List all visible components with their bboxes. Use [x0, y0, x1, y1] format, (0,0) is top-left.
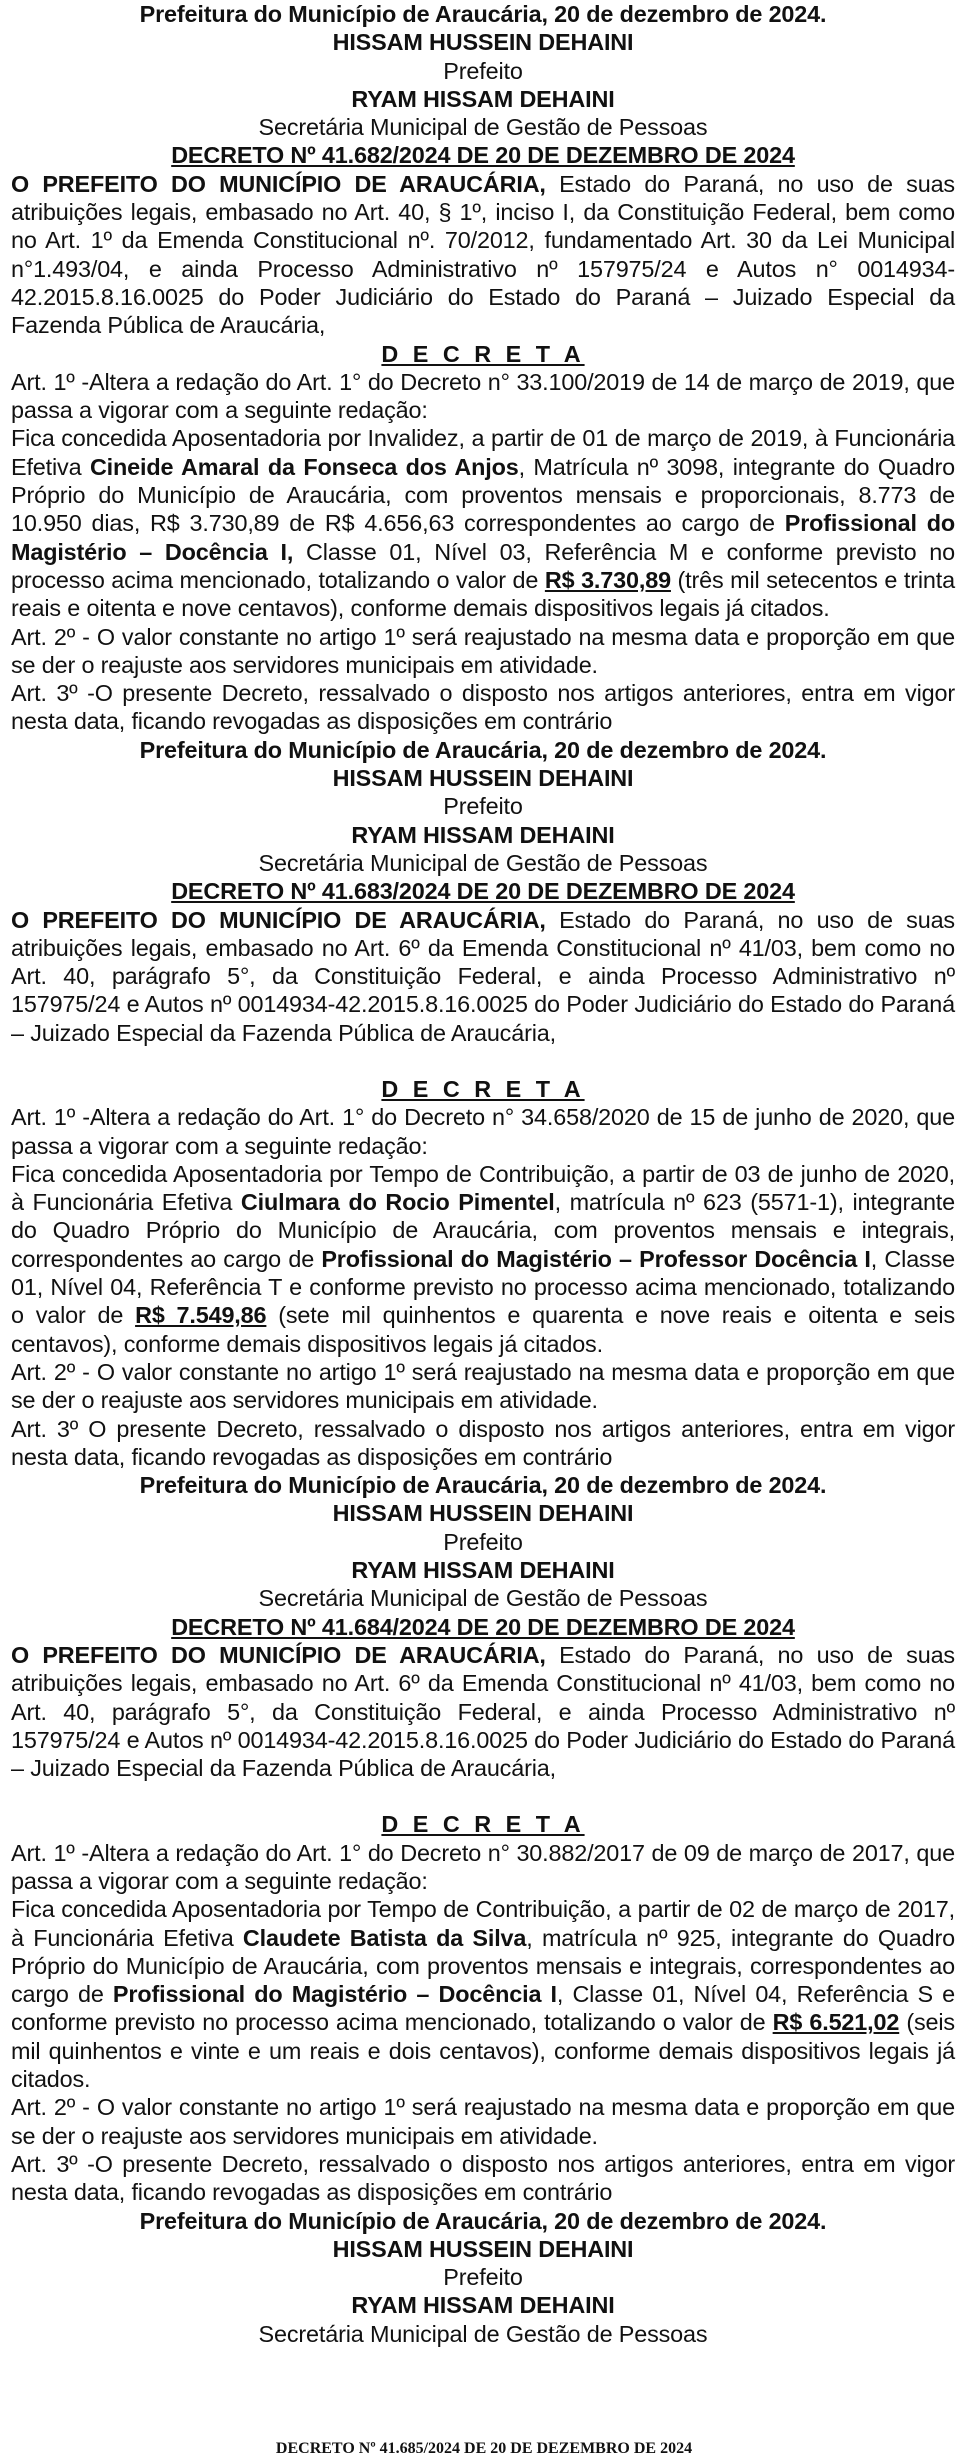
preamble-text: Estado do Paraná, no uso de suas atribuições legais, embasado no Art. 40, § 1º, inciso I, da Constituição Federal, bem como no Art. 1º da Emenda Constitucional nº. 70/2012, fundamentado Art. 30 da Lei Municipal n°1.493/04, e ainda Processo Administrativo nº 157975/24 e Autos n° 0014934-42.2015.8.16.0025 do Poder Judiciário do Estado do Paraná – Juizado Especial da Fazenda Pública de Araucária,	[11, 170, 955, 339]
body-text: , matrícula nº 925, integrante do Quadro Próprio do Município de Araucária, com proventos mensais e integrais, correspondentes ao cargo de	[11, 1924, 956, 2008]
decree-title: DECRETO Nº 41.684/2024 DE 20 DE DEZEMBRO DE 2024	[171, 1613, 795, 1640]
preamble	[11, 170, 955, 340]
employee-name: Ciulmara do Rocio Pimentel	[240, 1189, 555, 1216]
body-text: , matrícula nº 623 (5571-1), integrante do Quadro Próprio do Município de Araucária, com proventos mensais e integrais, correspondentes ao cargo de	[11, 1189, 956, 1272]
mayor-title: Prefeito	[443, 793, 523, 820]
body-text: Fica concedida Aposentadoria por Tempo de Contribuição, a partir de 02 de março de 2017, à Funcionária Efetiva	[11, 1896, 955, 1951]
place-date: Prefeitura do Município de Araucária, 20 de dezembro de 2024.	[139, 1, 827, 27]
body-text: , Matrícula nº 3098, integrante do Quadro Próprio do Município de Araucária, com proventos mensais e proporcionais, 8.773 de 10.950 dias, R$ 3.730,89 de R$ 4.656,63 correspondentes ao cargo de	[11, 453, 956, 537]
article-3: Art. 3º O presente Decreto, ressalvado o disposto nos artigos anteriores, entra em vigor nesta data, ficando revogadas as disposições em contrário	[11, 1415, 955, 1470]
body-text: , Classe 01, Nível 04, Referência S e conforme previsto no processo acima mencionado, totalizando o valor de	[11, 1981, 955, 2036]
decreta-heading: D E C R E T A	[381, 1811, 585, 1838]
secretary-title: Secretária Municipal de Gestão de Pessoas	[258, 1585, 708, 1612]
article-2: Art. 2º - O valor constante no artigo 1º será reajustado na mesma data e proporção em que se der o reajuste aos servidores municipais em atividade.	[11, 1358, 955, 1414]
employee-role: Profissional do Magistério – Docência I,	[11, 510, 955, 565]
benefit-amount: R$ 7.549,86	[135, 1302, 267, 1329]
employee-role: Profissional do Magistério – Professor Docência I	[321, 1245, 871, 1272]
article-2: Art. 2º - O valor constante no artigo 1º será reajustado na mesma data e proporção em que se der o reajuste aos servidores municipais em atividade.	[11, 623, 955, 678]
article-1-body	[11, 1895, 955, 2093]
mayor-title: Prefeito	[443, 2264, 523, 2291]
decreta-heading: D E C R E T A	[381, 1075, 585, 1102]
body-text: Classe 01, Nível 03, Referência M e conforme previsto no processo acima mencionado, totalizando o valor de	[11, 538, 955, 593]
secretary-name: RYAM HISSAM DEHAINI	[351, 85, 615, 112]
secretary-title: Secretária Municipal de Gestão de Pessoas	[258, 2320, 708, 2347]
place-date: Prefeitura do Município de Araucária, 20 de dezembro de 2024.	[139, 736, 827, 763]
body-text: Fica concedida Aposentadoria por Tempo de Contribuição, a partir de 03 de junho de 2020, à Funcionária Efetiva	[11, 1160, 955, 1216]
article-1: Art. 1º -Altera a redação do Art. 1° do Decreto n° 33.100/2019 de 14 de março de 2019, que passa a vigorar com a seguinte redação:	[11, 368, 955, 424]
secretary-title: Secretária Municipal de Gestão de Pessoas	[258, 114, 708, 141]
body-text: (seis mil quinhentos e vinte e um reais e dois centavos), conforme demais dispositivos legais já citados.	[11, 2009, 955, 2093]
body-text: Fica concedida Aposentadoria por Invalidez, a partir de 01 de março de 2019, à Funcionária Efetiva	[11, 425, 955, 480]
preamble-text: Estado do Paraná, no uso de suas atribuições legais, embasado no Art. 6º da Emenda Constitucional nº 41/03, bem como no Art. 40, parágrafo 5°, da Constituição Federal, e ainda Processo Administrativo nº 157975/24 e Autos nº 0014934-42.2015.8.16.0025 do Poder Judiciário do Estado do Paraná – Juizado Especial da Fazenda Pública de Araucária,	[11, 906, 955, 1046]
mayor-name: HISSAM HUSSEIN DEHAINI	[332, 2235, 634, 2262]
secretary-name: RYAM HISSAM DEHAINI	[351, 821, 615, 848]
employee-name: Claudete Batista da Silva	[242, 1924, 527, 1951]
employee-name: Cineide Amaral da Fonseca dos Anjos	[89, 453, 519, 480]
mayor-name: HISSAM HUSSEIN DEHAINI	[332, 29, 634, 56]
preamble-authority: O PREFEITO DO MUNICÍPIO DE ARAUCÁRIA,	[11, 1641, 546, 1668]
spacer	[11, 1047, 955, 1075]
preamble-authority: O PREFEITO DO MUNICÍPIO DE ARAUCÁRIA,	[11, 906, 546, 933]
decree-41684	[11, 1471, 955, 2206]
benefit-amount: R$ 3.730,89	[544, 566, 671, 593]
body-text: (três mil setecentos e trinta reais e oitenta e nove centavos), conforme demais dispositivos legais já citados.	[11, 566, 955, 622]
decree-title: DECRETO Nº 41.682/2024 DE 20 DE DEZEMBRO DE 2024	[171, 142, 795, 169]
closing-signature	[11, 2207, 955, 2348]
article-2: Art. 2º - O valor constante no artigo 1º será reajustado na mesma data e proporção em que se der o reajuste aos servidores municipais em atividade.	[11, 2094, 955, 2149]
decree-title: DECRETO Nº 41.683/2024 DE 20 DE DEZEMBRO DE 2024	[171, 878, 795, 905]
mayor-name: HISSAM HUSSEIN DEHAINI	[332, 1500, 634, 1527]
body-text: (sete mil quinhentos e quarenta e nove reais e oitenta e seis centavos), conforme demais dispositivos legais já citados.	[11, 1302, 956, 1357]
secretary-title: Secretária Municipal de Gestão de Pessoas	[258, 849, 708, 876]
article-3: Art. 3º -O presente Decreto, ressalvado o disposto nos artigos anteriores, entra em vigor nesta data, ficando revogadas as disposições em contrário	[11, 680, 955, 735]
place-date: Prefeitura do Município de Araucária, 20 de dezembro de 2024.	[139, 1472, 827, 1499]
decree-document	[11, 0, 955, 2348]
preamble	[11, 1641, 955, 1782]
secretary-name: RYAM HISSAM DEHAINI	[351, 2292, 615, 2319]
article-1: Art. 1º -Altera a redação do Art. 1° do Decreto n° 30.882/2017 de 09 de março de 2017, que passa a vigorar com a seguinte redação:	[11, 1839, 955, 1894]
mayor-title: Prefeito	[443, 57, 523, 84]
preamble-authority: O PREFEITO DO MUNICÍPIO DE ARAUCÁRIA,	[11, 170, 546, 197]
secretary-name: RYAM HISSAM DEHAINI	[351, 1557, 615, 1584]
employee-role: Profissional do Magistério – Docência I	[112, 1981, 557, 2008]
article-1-body	[11, 424, 955, 622]
article-1-body	[11, 1160, 955, 1358]
decreta-heading: D E C R E T A	[381, 340, 585, 367]
body-text: , Classe 01, Nível 04, Referência T e conforme previsto no processo acima mencionado, totalizando o valor de	[11, 1245, 955, 1329]
decree-41682	[11, 0, 955, 736]
article-3: Art. 3º -O presente Decreto, ressalvado o disposto nos artigos anteriores, entra em vigor nesta data, ficando revogadas as disposições em contrário	[11, 2150, 955, 2206]
mayor-name: HISSAM HUSSEIN DEHAINI	[332, 765, 634, 792]
spacer	[11, 1782, 955, 1810]
next-decree-title-cutoff: DECRETO Nº 41.685/2024 DE 20 DE DEZEMBRO DE 2024	[275, 2440, 693, 2457]
place-date: Prefeitura do Município de Araucária, 20 de dezembro de 2024.	[139, 2207, 827, 2234]
benefit-amount: R$ 6.521,02	[772, 2009, 900, 2036]
preamble-text: Estado do Paraná, no uso de suas atribuições legais, embasado no Art. 6º da Emenda Constitucional nº 41/03, bem como no Art. 40, parágrafo 5°, da Constituição Federal, e ainda Processo Administrativo nº 157975/24 e Autos nº 0014934-42.2015.8.16.0025 do Poder Judiciário do Estado do Paraná – Juizado Especial da Fazenda Pública de Araucária,	[11, 1641, 955, 1782]
preamble	[11, 906, 955, 1047]
mayor-title: Prefeito	[443, 1528, 523, 1555]
decree-41683	[11, 736, 955, 1471]
article-1: Art. 1º -Altera a redação do Art. 1° do Decreto n° 34.658/2020 de 15 de junho de 2020, que passa a vigorar com a seguinte redação:	[11, 1104, 955, 1159]
